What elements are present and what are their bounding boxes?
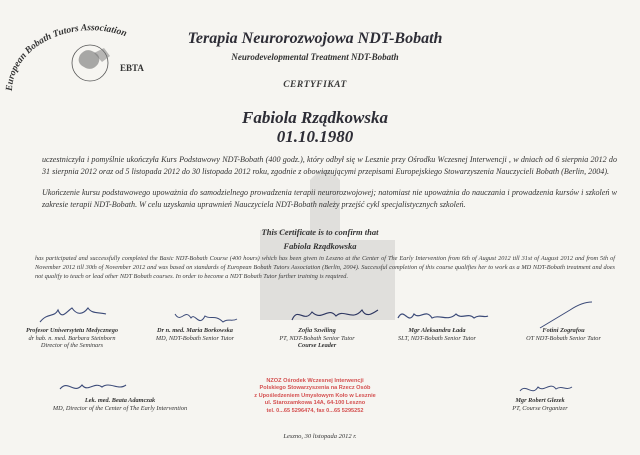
- signer-name: Profesor Uniwersytetu Medycznego: [26, 327, 118, 334]
- signer-title: dr hab. n. med. Barbara Steinborn: [28, 334, 116, 342]
- signature-borkowska: [140, 327, 250, 342]
- person-name: Fabiola Rządkowska: [242, 108, 388, 127]
- document-subtitle: Neurodevelopmental Treatment NDT-Bobath: [231, 52, 399, 62]
- signature-adamczak: [30, 397, 210, 412]
- signer-role: Director of the Seminars: [40, 342, 104, 350]
- english-person-name: Fabiola Rządkowska: [283, 241, 357, 251]
- place-date: Leszno, 30 listopada 2012 r.: [283, 433, 357, 440]
- signature-steinborn: [12, 327, 132, 350]
- signer-name: Mgr Aleksandra Łada: [408, 327, 466, 334]
- signer-name: Dr n. med. Maria Borkowska: [157, 327, 233, 334]
- person-date: 01.10.1980: [276, 127, 354, 146]
- signer-title: PT, NDT-Bobath Senior Tutor: [279, 334, 355, 342]
- signer-name: Fotini Zografou: [542, 327, 585, 334]
- signature-zografou: [506, 327, 621, 342]
- polish-paragraph-1: uczestniczyła i pomyślnie ukończyła Kurs Podstawowy NDT-Bobath (400 godz.), który odbył się w Lesznie przy Ośrodku Wczesnej Interwencji , w dniach od 6 sierpnia 2012 do 31 sierpnia 2012 oraz od 5 listopada 2012 do 30 listopada 2012 roku, zgodnie z obowiązującymi przepisami Europejskiego Stowarzyszenia Nauczycieli Bobath (Berlin, 2004).: [42, 155, 617, 176]
- svg-text:European Bobath Tutors Associa: [5, 23, 128, 92]
- english-paragraph: has participated and successfully completed the Basic NDT-Bobath Course (400 hours) which has been given in Leszno at the Center of The Early Intervention from 6th of August 2012 till 31st of August 2012 and from 5th of November 2012 till 30th of November 2012 and was based on standards of European Bobath Tutors Association (Berlin, 2004). Successful completion of this course qualifies her to work as a MD NDT-Bobath treatment and does not qualify to teach or lead other NDT Bobath courses. In order to become a NDT Bobath Tutor further training is required.: [35, 255, 615, 280]
- stamp-line: NZOZ Ośrodek Wczesnej Interwencji: [266, 378, 364, 384]
- polish-paragraph-2: Ukończenie kursu podstawowego upoważnia do samodzielnego prowadzenia terapii neurorozwojowej; natomiast nie upoważnia do nauczania i prowadzenia kursów i szkoleń w zakresie terapii NDT-Bobath. W celu uzyskania uprawnień Nauczyciela NDT-Bobath należy przejść cykl specjalistycznych szkoleń.: [42, 188, 617, 209]
- stamp-line: Polskiego Stowarzyszenia na Rzecz Osób: [259, 385, 371, 392]
- logo-arc-text: European Bobath Tutors Association: [4, 23, 128, 92]
- signer-name: Lek. med. Beata Adamczak: [84, 397, 156, 404]
- signature-lada: [382, 327, 492, 342]
- ebta-logo: [2, 5, 172, 95]
- signer-title: SLT, NDT-Bobath Senior Tutor: [397, 334, 476, 342]
- signer-title: MD, NDT-Bobath Senior Tutor: [155, 334, 235, 342]
- signer-title: OT NDT-Bobath Senior Tutor: [526, 334, 601, 342]
- signer-title: PT, Course Organizer: [512, 404, 568, 412]
- signer-role: Course Leader: [297, 342, 337, 350]
- stamp-line: ul. Starozamkowa 14A, 64-100 Leszno: [264, 400, 366, 407]
- certificate-label: CERTYFIKAT: [283, 80, 347, 90]
- signer-name: Zofia Szwiling: [298, 327, 336, 334]
- signature-glezek: [480, 397, 600, 412]
- document-title: Terapia Neurorozwojowa NDT-Bobath: [187, 30, 443, 47]
- signature-szwiling: [262, 327, 372, 350]
- english-confirm-label: This Certificate is to confirm that: [261, 227, 379, 237]
- institution-stamp: [240, 378, 390, 415]
- stamp-line: z Upośledzeniem Umysłowym Koło w Lesznie: [254, 392, 376, 399]
- stamp-line: tel. 0...65 5296474, fax 0...65 5295252: [266, 407, 364, 414]
- signer-name: Mgr Robert Glezek: [515, 397, 565, 404]
- signer-title: MD, Director of the Center of The Early Intervention: [52, 404, 188, 412]
- logo-abbr: EBTA: [120, 63, 144, 73]
